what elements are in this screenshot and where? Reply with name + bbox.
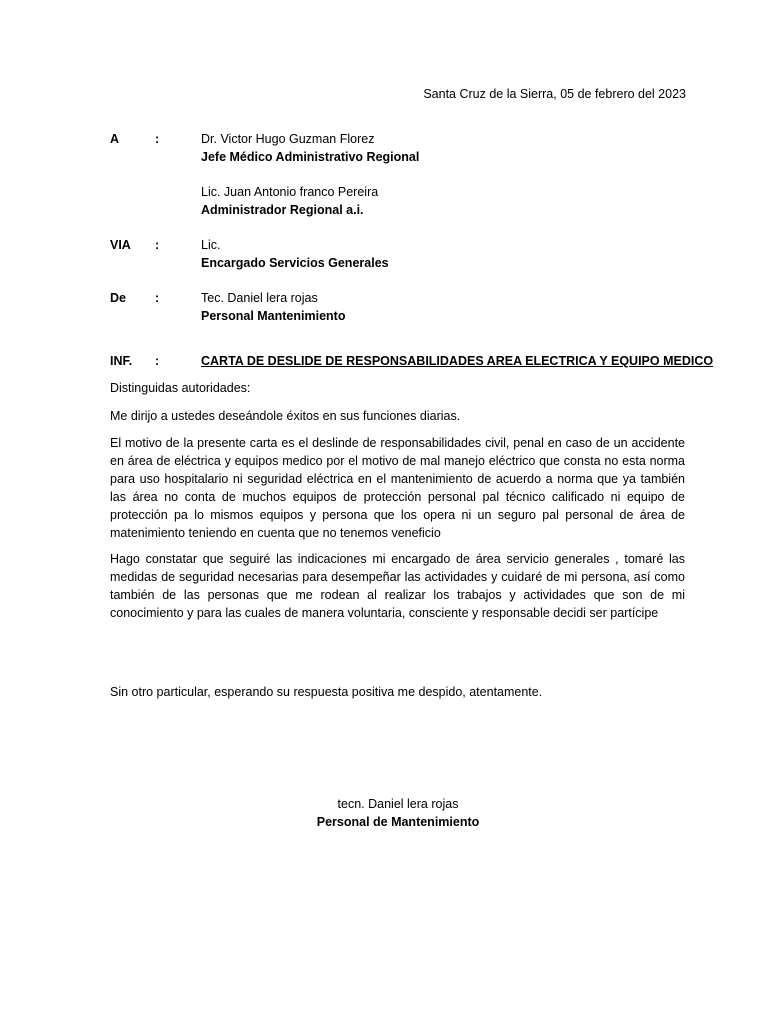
from-title: Personal Mantenimiento bbox=[201, 309, 346, 323]
from-name: Tec. Daniel lera rojas bbox=[201, 291, 318, 305]
via-title: Encargado Servicios Generales bbox=[201, 256, 389, 270]
body-paragraph-1: Me dirijo a ustedes deseándole éxitos en sus funciones diarias. bbox=[110, 409, 461, 423]
header-from-colon: : bbox=[155, 291, 160, 305]
signature-name: tecn. Daniel lera rojas bbox=[337, 797, 459, 811]
header-to-colon: : bbox=[155, 132, 160, 146]
header-from-key: De bbox=[110, 291, 126, 305]
header-inf-colon: : bbox=[155, 354, 160, 368]
header-to-key: A bbox=[110, 132, 120, 146]
via-name: Lic. bbox=[201, 238, 221, 252]
body-paragraph-2: El motivo de la presente carta es el deslinde de responsabilidades civil, penal en caso de un accidente en área de eléctrica y equipos medico por el motivo de mal manejo eléctrico que consta no esta norma para uso hospitalario ni seguridad eléctrica en el mantenimiento de acuerdo a norma que ya también las área no conta de muchos equipos de protección personal pal técnico calificado ni equipo de protección pa lo mismos equipos y persona que los opera ni un seguro pal personal de área de matenimiento teniendo en cuenta que no tenemos veneficio bbox=[110, 436, 685, 540]
signature-title: Personal de Mantenimiento bbox=[316, 815, 480, 829]
recipient1-name: Dr. Victor Hugo Guzman Florez bbox=[201, 132, 375, 146]
date-line: Santa Cruz de la Sierra, 05 de febrero del 2023 bbox=[423, 87, 686, 101]
recipient2-title: Administrador Regional a.i. bbox=[201, 203, 364, 217]
header-via-key: VIA bbox=[110, 238, 131, 252]
recipient2-name: Lic. Juan Antonio franco Pereira bbox=[201, 185, 379, 199]
closing-line: Sin otro particular, esperando su respuesta positiva me despido, atentamente. bbox=[110, 685, 543, 699]
salutation: Distinguidas autoridades: bbox=[110, 381, 251, 395]
subject-line: CARTA DE DESLIDE DE RESPONSABILIDADES AREA ELECTRICA Y EQUIPO MEDICO bbox=[201, 354, 714, 368]
recipient1-title: Jefe Médico Administrativo Regional bbox=[201, 150, 420, 164]
body-paragraph-3: Hago constatar que seguiré las indicaciones mi encargado de área servicio generales , tomaré las medidas de seguridad necesarias para desempeñar las actividades y cuidaré de mi persona, así como también de las personas que me rodean al realizar los trabajos y actividades que son de mi conocimiento y para las cuales de manera voluntaria, consciente y responsable decidi ser partícipe bbox=[110, 552, 685, 620]
header-inf-key: INF. bbox=[110, 354, 133, 368]
header-via-colon: : bbox=[155, 238, 160, 252]
